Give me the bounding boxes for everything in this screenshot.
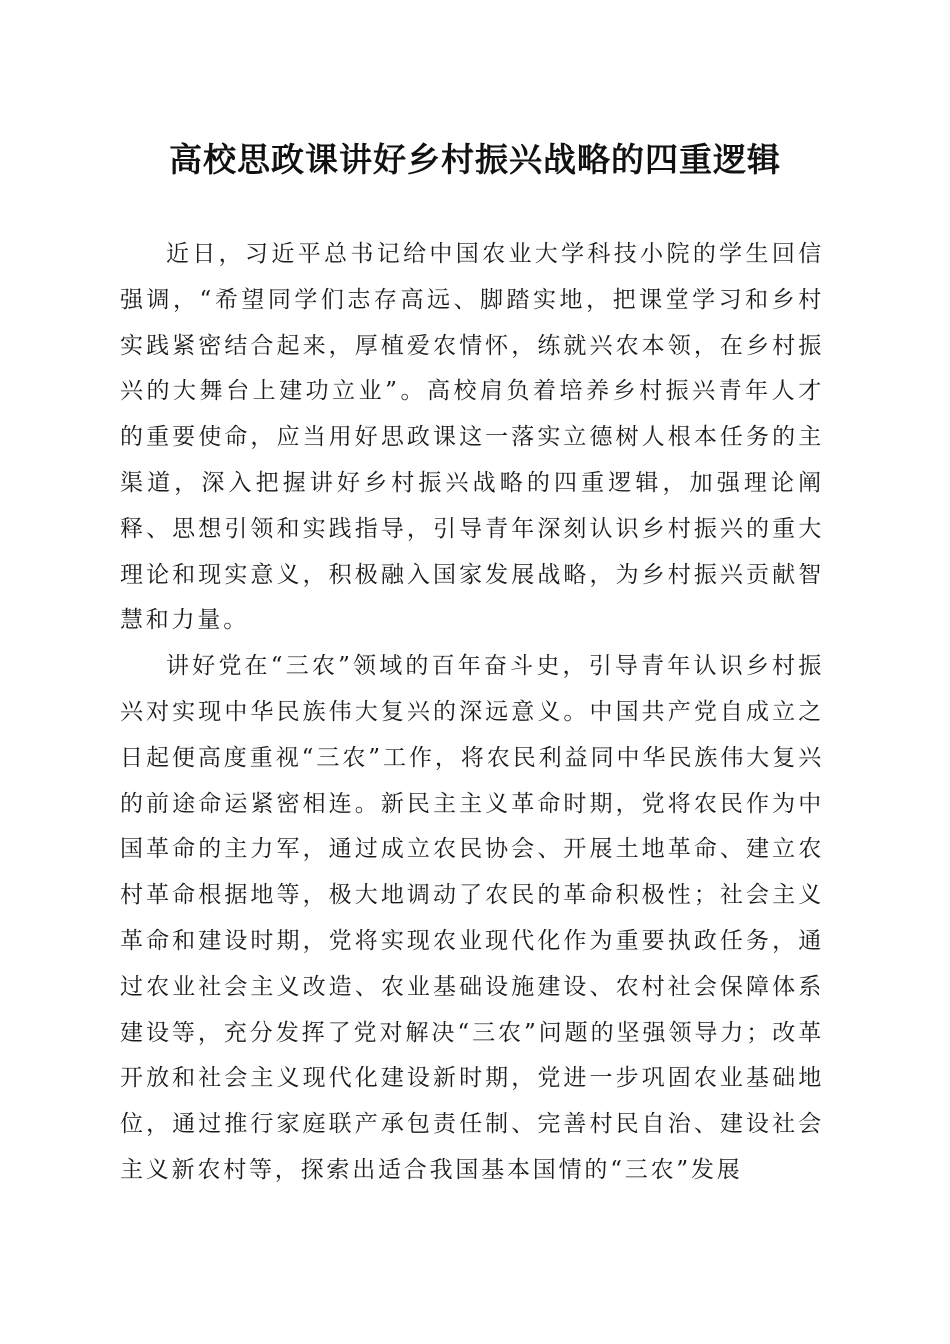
paragraph-2: 讲好党在“三农”领域的百年奋斗史，引导青年认识乡村振兴对实现中华民族伟大复兴的深远意义。中国共产党自成立之日起便高度重视“三农”工作，将农民利益同中华民族伟大复兴的前途命运紧密相连。新民主主义革命时期，党将农民作为中国革命的主力军，通过成立农民协会、开展土地革命、建立农村革命根据地等，极大地调动了农民的革命积极性；社会主义革命和建设时期，党将实现农业现代化作为重要执政任务，通过农业社会主义改造、农业基础设施建设、农村社会保障体系建设等，充分发挥了党对解决“三农”问题的坚强领导力；改革开放和社会主义现代化建设新时期，党进一步巩固农业基础地位，通过推行家庭联产承包责任制、完善村民自治、建设社会主义新农村等，探索出适合我国基本国情的“三农”发展: [120, 653, 824, 1183]
paragraph-1: 近日，习近平总书记给中国农业大学科技小院的学生回信强调，“希望同学们志存高远、脚踏实地，把课堂学习和乡村实践紧密结合起来，厚植爱农情怀，练就兴农本领，在乡村振兴的大舞台上建功立业”。高校肩负着培养乡村振兴青年人才的重要使命，应当用好思政课这一落实立德树人根本任务的主渠道，深入把握讲好乡村振兴战略的四重逻辑，加强理论阐释、思想引领和实践指导，引导青年深刻认识乡村振兴的重大理论和现实意义，积极融入国家发展战略，为乡村振兴贡献智慧和力量。: [120, 241, 824, 634]
document-title: 高校思政课讲好乡村振兴战略的四重逻辑: [169, 140, 781, 179]
document-body: [120, 232, 824, 1194]
